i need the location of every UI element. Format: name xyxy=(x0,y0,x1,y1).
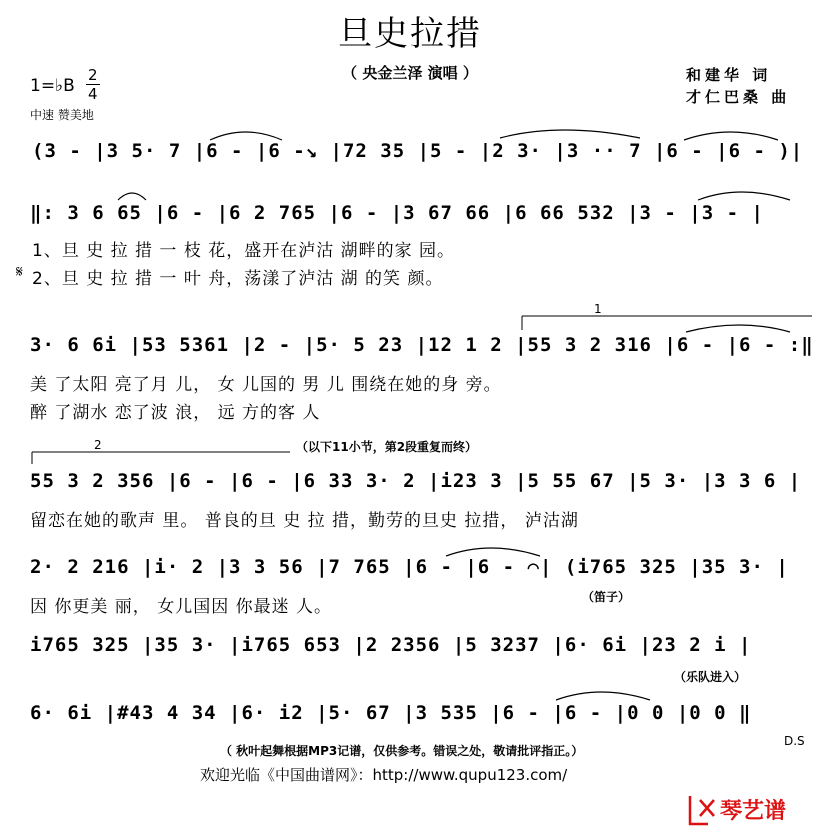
score-row-2: ‖: 3 6 65 |6 - |6 2 765 |6 - |3 67 66 |6 66 532 |3 - |3 - | xyxy=(30,202,764,224)
slur-row3-a xyxy=(686,325,790,332)
segno-sign: 𝄋 xyxy=(16,262,23,281)
score-row-6: i765 325 |35 3· |i765 653 |2 2356 |5 3237 |6· 6i |23 2 i | xyxy=(30,634,752,656)
lyric-verse1-row3: 美 了太阳 亮了月 儿， 女 儿国的 男 儿 围绕在她的身 旁。 xyxy=(30,375,502,395)
repeat-instruction: （以下11小节，第2段重复而终） xyxy=(296,440,478,454)
volta-1-label: 1 xyxy=(594,302,602,316)
score-row-3: 3· 6 6i |53 5361 |2 - |5· 5 23 |12 1 2 |55 3 2 316 |6 - |6 - :‖ xyxy=(30,334,814,356)
slur-row7-a xyxy=(556,692,650,700)
composer-credit: 才仁巴桑 曲 xyxy=(686,88,791,106)
flute-annotation: （笛子） xyxy=(582,590,631,604)
score-row-1: (3 - |3 5· 7 |6 - |6 -↘ |72 35 |5 - |2 3· |3 ·· 7 |6 - |6 - )| xyxy=(32,140,804,162)
slur-row1-b xyxy=(500,130,640,138)
time-signature-top: 2 xyxy=(88,66,98,84)
slur-row2-a xyxy=(118,193,146,200)
lyric-verse2-row2: 2、旦 史 拉 措 一 叶 舟，荡漾了泸沽 湖 的笑 颜。 xyxy=(32,269,444,289)
ds-marking: D.S xyxy=(784,734,805,748)
site-link-text: 欢迎光临《中国曲谱网》：http://www.qupu123.com/ xyxy=(200,766,568,784)
key-signature: 1=♭B xyxy=(30,76,75,96)
singer-credit: （ 央金兰泽 演唱 ） xyxy=(342,64,478,82)
page-title: 旦史拉措 xyxy=(338,14,482,54)
band-entry-annotation: （乐队进入） xyxy=(674,670,747,684)
transcription-note: （ 秋叶起舞根据MP3记谱，仅供参考。错误之处，敬请批评指正。） xyxy=(220,744,584,758)
slur-row5-a xyxy=(446,548,540,556)
lyric-verse1-row2: 1、旦 史 拉 措 一 枝 花，盛开在泸沽 湖畔的家 园。 xyxy=(32,241,456,261)
lyric-row4: 留恋在她的歌声 里。 普良的旦 史 拉 措，勤劳的旦史 拉措， 泸沽湖 xyxy=(30,511,579,531)
slur-row1-c xyxy=(684,132,778,140)
lyricist-credit: 和建华 词 xyxy=(686,66,772,84)
score-row-7: 6· 6i |#43 4 34 |6· i2 |5· 67 |3 535 |6 - |6 - |0 0 |0 0 ‖ xyxy=(30,702,752,724)
time-signature-bottom: 4 xyxy=(88,85,98,103)
volta-2-label: 2 xyxy=(94,438,102,452)
site-logo: 琴艺谱 xyxy=(720,799,787,824)
score-row-4: 55 3 2 356 |6 - |6 - |6 33 3· 2 |i23 3 |5 55 67 |5 3· |3 3 6 | xyxy=(30,470,802,492)
score-row-5: 2· 2 216 |i· 2 |3 3 56 |7 765 |6 - |6 - ⌒| (i765 325 |35 3· | xyxy=(30,556,789,578)
lyric-row5: 因 你更美 丽， 女儿国因 你最迷 人。 xyxy=(30,597,333,617)
tempo-marking: 中速 赞美地 xyxy=(30,108,94,122)
slur-row1-a xyxy=(210,132,282,140)
slur-row2-b xyxy=(698,192,790,200)
lyric-verse2-row3: 醉 了湖水 恋了波 浪， 远 方的客 人 xyxy=(30,403,321,423)
logo-mark-icon xyxy=(690,796,714,824)
